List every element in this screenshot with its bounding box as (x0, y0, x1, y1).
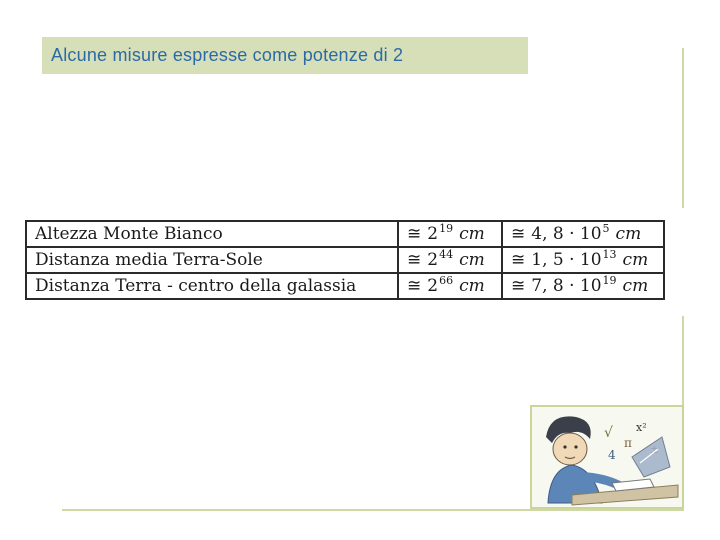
svg-text:√: √ (604, 425, 613, 441)
svg-text:π: π (624, 436, 632, 450)
slide-title: Alcune misure espresse come potenze di 2 (51, 45, 404, 65)
measure-name: Altezza Monte Bianco (26, 221, 398, 247)
scientific-notation-cell: ≅ 4, $8 \cdot 10^5$ cm (502, 221, 664, 247)
table-row (26, 221, 664, 247)
svg-text:x²: x² (636, 421, 647, 434)
power-of-two-cell: ≅ $2^{19}$ cm (398, 221, 502, 247)
frame-rule-right-top (682, 48, 684, 208)
student-at-desk-icon (532, 407, 682, 507)
scientific-notation-cell: ≅ 7, $8 \cdot 10^{19}$ cm (502, 273, 664, 299)
scientific-notation-cell: ≅ 1, $5 \cdot 10^{13}$ cm (502, 247, 664, 273)
measure-name: Distanza media Terra-Sole (26, 247, 398, 273)
table-row (26, 247, 664, 273)
power-of-two-cell: ≅ $2^{44}$ cm (398, 247, 502, 273)
student-at-desk-illustration (530, 405, 684, 509)
frame-rule-right-bottom (682, 316, 684, 412)
frame-rule-bottom (62, 509, 684, 511)
slide-title-bar (42, 37, 528, 74)
svg-text:4: 4 (608, 448, 616, 462)
measures-table (25, 220, 665, 300)
measure-name: Distanza Terra - centro della galassia (26, 273, 398, 299)
power-of-two-cell: ≅ $2^{66}$ cm (398, 273, 502, 299)
table-row (26, 273, 664, 299)
measures-table-container (25, 220, 665, 300)
